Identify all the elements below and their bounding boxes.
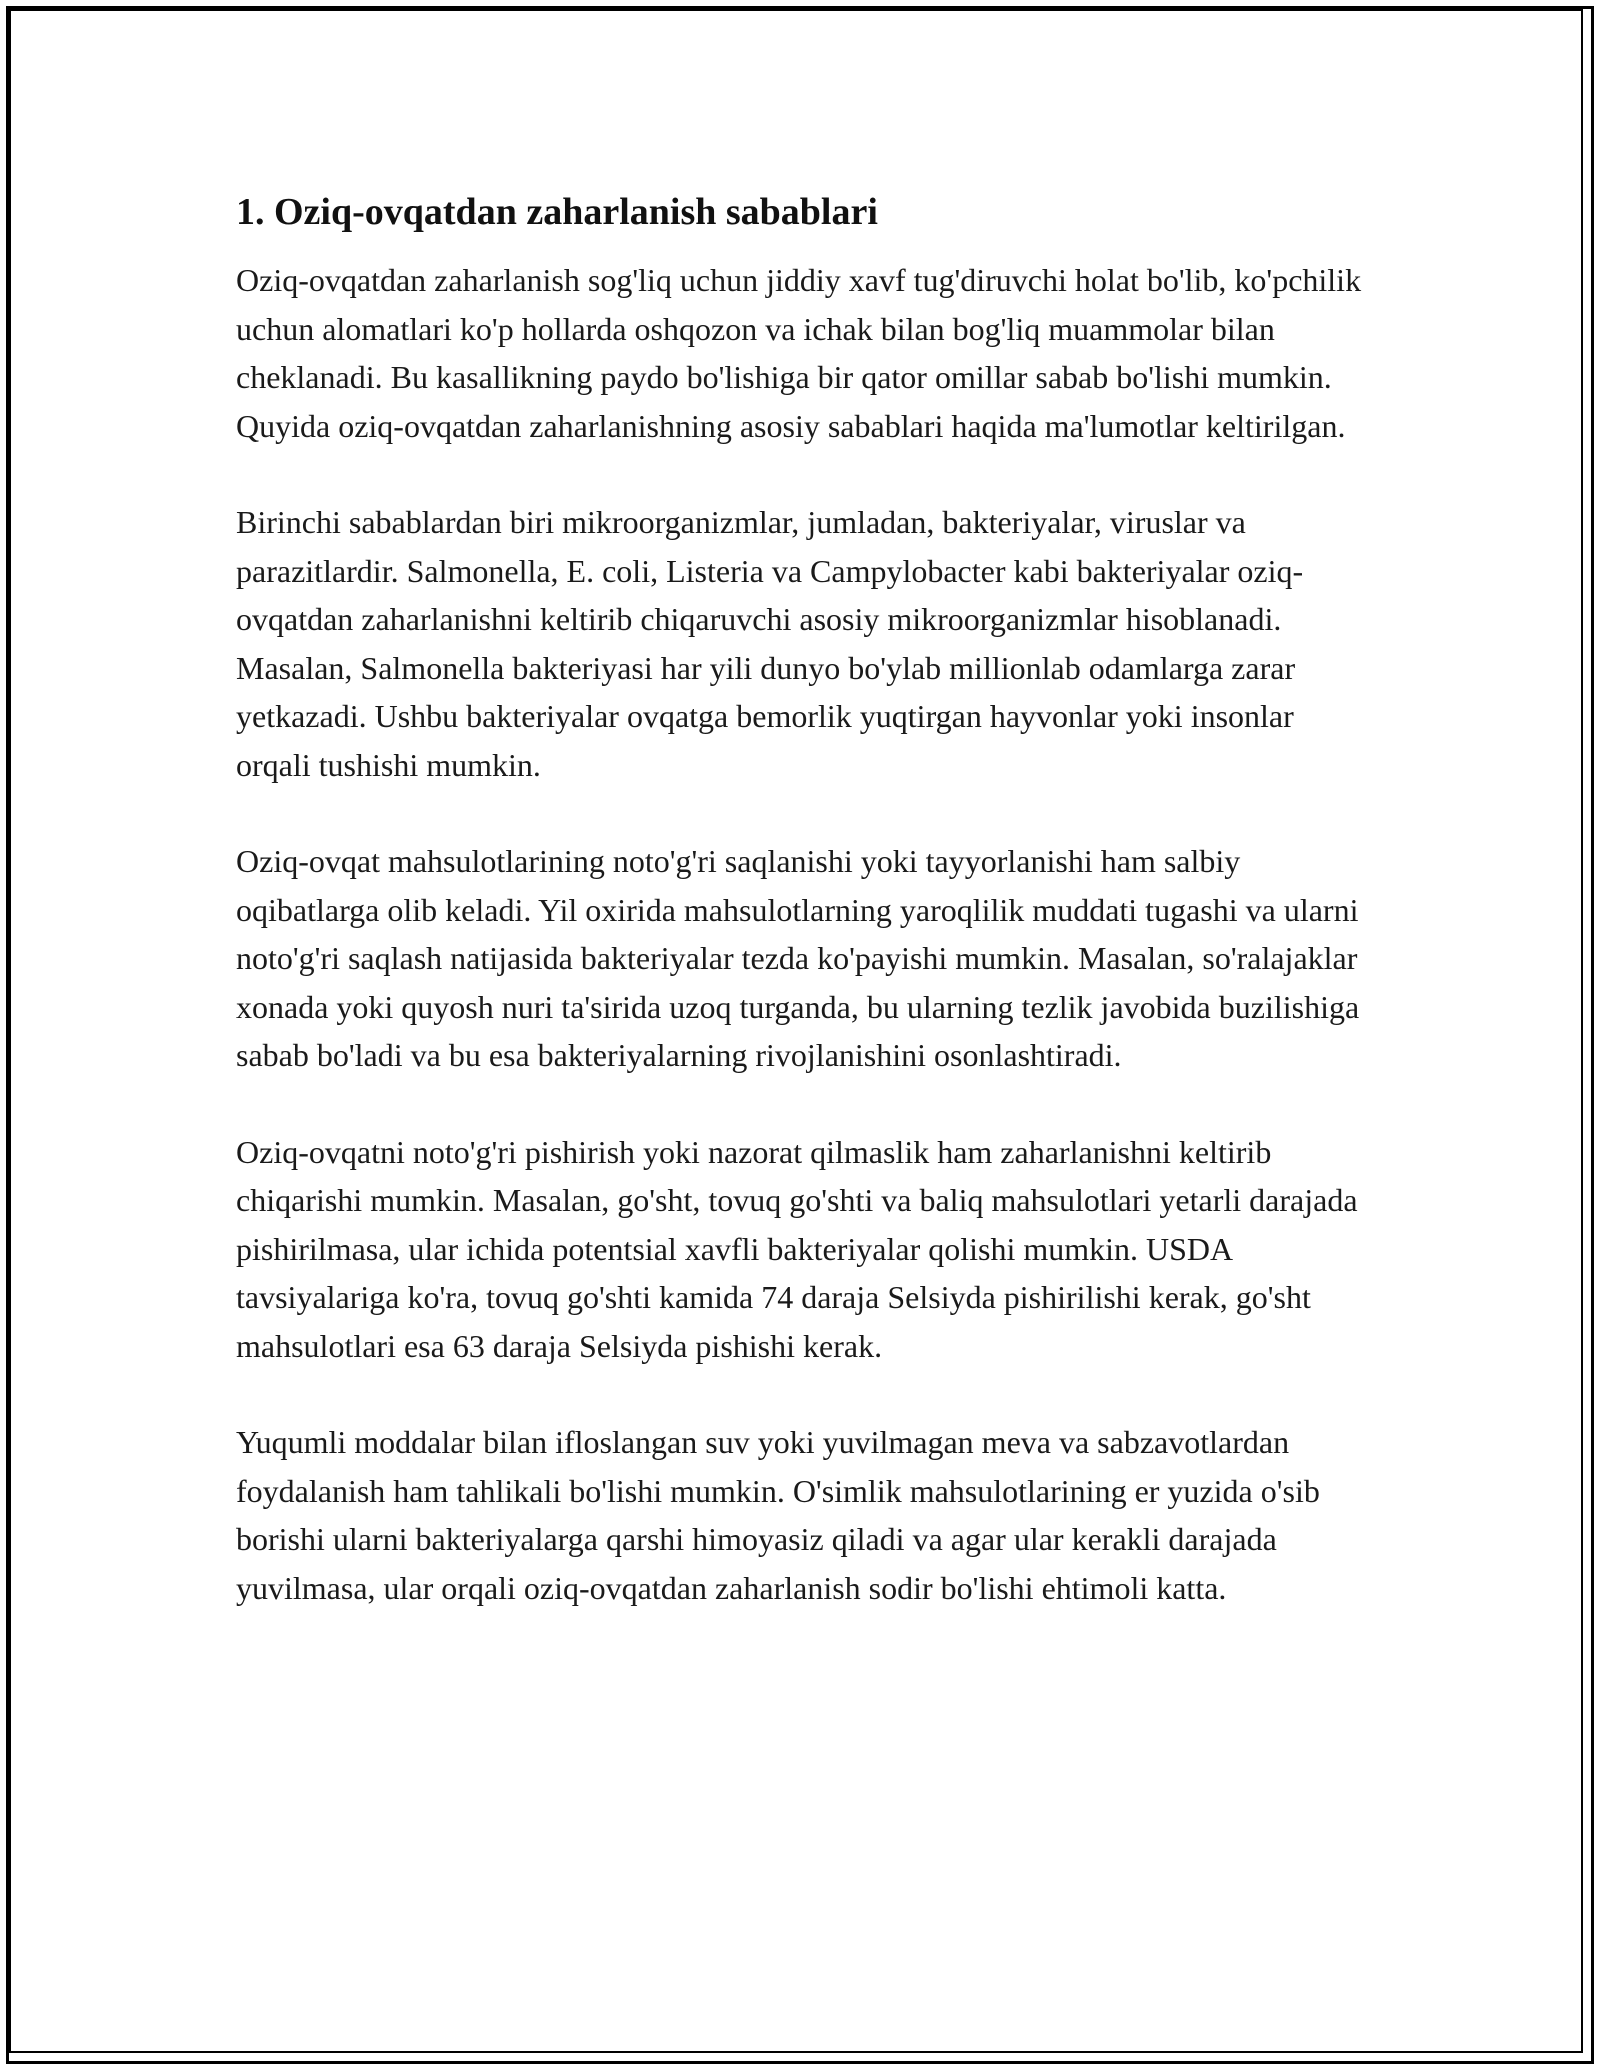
paragraph-water-produce: Yuqumli moddalar bilan ifloslangan suv yoki yuvilmagan meva va sabzavotlardan foydalanish ham tahlikali bo'lishi mumkin. O'simlik mahsulotlarining er yuzida o'sib borishi ularni bakteriyalarga qarshi himoyasiz qiladi va agar ular kerakli darajada yuvilmasa, ular orqali oziq-ovqatdan zaharlanish sodir bo'lishi ehtimoli katta. [236,1424,1320,1606]
paragraph-cooking: Oziq-ovqatni noto'g'ri pishirish yoki nazorat qilmaslik ham zaharlanishni keltirib chiqarishi mumkin. Masalan, go'sht, tovuq go'shti va baliq mahsulotlari yetarli darajada pishirilmasa, ular ichida potentsial xavfli bakteriyalar qolishi mumkin. USDA tavsiyalariga ko'ra, tovuq go'shti kamida 74 daraja Selsiyda pishirilishi kerak, go'sht mahsulotlari esa 63 daraja Selsiyda pishishi kerak. [236,1133,1358,1364]
paragraph-intro: Oziq-ovqatdan zaharlanish sog'liq uchun jiddiy xavf tug'diruvchi holat bo'lib, ko'pchilik uchun alomatlari ko'p hollarda oshqozon va ichak bilan bog'liq muammolar bilan cheklanadi. Bu kasallikning paydo bo'lishiga bir qator omillar sabab bo'lishi mumkin. Quyida oziq-ovqatdan zaharlanishning asosiy sabablari haqida ma'lumotlar keltirilgan. [236,262,1362,444]
paragraph-storage: Oziq-ovqat mahsulotlarining noto'g'ri saqlanishi yoki tayyorlanishi ham salbiy oqibatlarga olib keladi. Yil oxirida mahsulotlarning yaroqlilik muddati tugashi va ularni noto'g'ri saqlash natijasida bakteriyalar tezda ko'payishi mumkin. Masalan, so'ralajaklar xonada yoki quyosh nuri ta'sirida uzoq turganda, bu ularning tezlik javobida buzilishiga sabab bo'ladi va bu esa bakteriyalarning rivojlanishini osonlashtiradi. [236,843,1360,1073]
section-heading: 1. Oziq-ovqatdan zaharlanish sabablari [236,191,878,233]
paragraph-microorganisms: Birinchi sabablardan biri mikroorganizmlar, jumladan, bakteriyalar, viruslar va parazitlardir. Salmonella, E. coli, Listeria va Campylobacter kabi bakteriyalar oziq-ovqatdan zaharlanishni keltirib chiqaruvchi asosiy mikroorganizmlar hisoblanadi. Masalan, Salmonella bakteriyasi har yili dunyo bo'ylab millionlab odamlarga zarar yetkazadi. Ushbu bakteriyalar ovqatga bemorlik yuqtirgan hayvonlar yoki insonlar orqali tushishi mumkin. [236,504,1304,783]
document-page [236,186,1364,1660]
